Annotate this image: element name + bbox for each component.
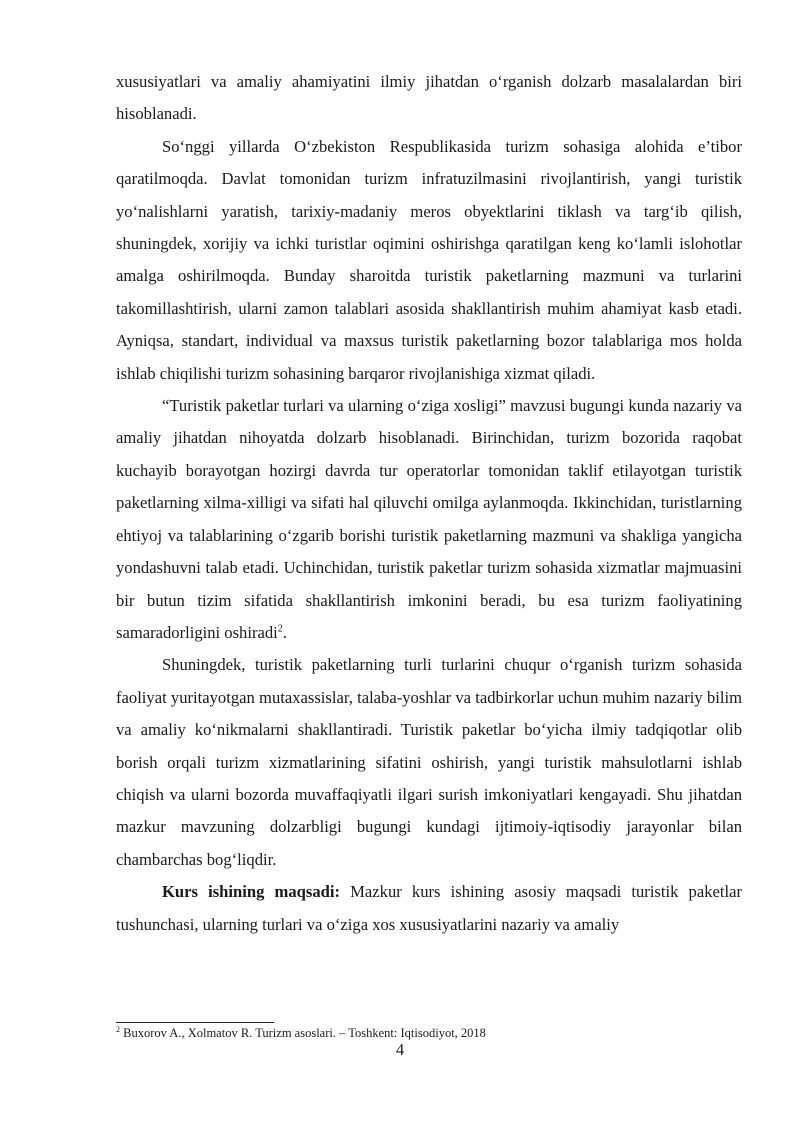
paragraph-tail: . bbox=[282, 622, 287, 642]
paragraph-topic-relevance bbox=[116, 390, 742, 649]
footnote bbox=[116, 1025, 742, 1041]
paragraph-continuation bbox=[116, 66, 742, 131]
document-body bbox=[116, 66, 742, 941]
paragraph-text: Shuningdek, turistik paketlarning turli turlarini chuqur o‘rganish turizm sohasida faoliyat yuritayotgan mutaxassislar, talaba-yoshlar va tadbirkorlar uchun muhim nazariy bilim va amaliy ko‘nikmalarni shakllantiradi. Turistik paketlar bo‘yicha ilmiy tadqiqotlar olib borish orqali turizm xizmatlarining sifatini oshirish, yangi turistik mahsulotlarni ishlab chiqish va ularni bozorda muvaffaqiyatli ilgari surish imkoniyatlari kengayadi. Shu jihatdan mazkur mavzuning dolzarbligi bugungi kundagi ijtimoiy-iqtisodiy jarayonlar bilan chambarchas bog‘liqdir. bbox=[116, 655, 742, 869]
footnote-text: Buxorov A., Xolmatov R. Turizm asoslari. – Toshkent: Iqtisodiyot, 2018 bbox=[120, 1026, 486, 1040]
page-number: 4 bbox=[395, 1040, 405, 1059]
paragraph-course-goal bbox=[116, 876, 742, 941]
paragraph-text: xususiyatlari va amaliy ahamiyatini ilmiy jihatdan o‘rganish dolzarb masalalardan biri hisoblanadi. bbox=[116, 72, 742, 124]
paragraph-text: “Turistik paketlar turlari va ularning o‘ziga xosligi” mavzusi bugungi kunda nazariy va amaliy jihatdan nihoyatda dolzarb hisoblanadi. Birinchidan, turizm bozorida raqobat kuchayib borayotgan hozirgi davrda tur operatorlar tomonidan taklif etilayotgan turistik paketlarning xilma-xilligi va sifati hal qiluvchi omilga aylanmoqda. Ikkinchidan, turistlarning ehtiyoj va talablarining o‘zgarib borishi turistik paketlarning mazmuni va shakliga yangicha yondashuvni talab etadi. Uchinchidan, turistik paketlar turizm sohasida xizmatlar majmuasini bir butun tizim sifatida shakllantirish imkonini beradi, bu esa turizm faoliyatining samaradorligini oshiradi bbox=[116, 396, 742, 642]
footnote-marker: 2 bbox=[116, 1024, 120, 1034]
footnote-reference[interactable]: 2 bbox=[277, 623, 283, 635]
paragraph-heading-bold: Kurs ishining maqsadi: bbox=[162, 882, 341, 902]
paragraph-text: Mazkur kurs ishining asosiy maqsadi turistik paketlar tushunchasi, ularning turlari va o‘ziga xos xususiyatlarini nazariy va amaliy bbox=[116, 882, 742, 934]
paragraph-tourism-reforms bbox=[116, 131, 742, 390]
paragraph-study-importance bbox=[116, 649, 742, 876]
paragraph-text: So‘nggi yillarda O‘zbekiston Respublikasida turizm sohasiga alohida e’tibor qaratilmoqda. Davlat tomonidan turizm infratuzilmasini rivojlantirish, yangi turistik yo‘nalishlarni yaratish, tarixiy-madaniy meros obyektlarini tiklash va targ‘ib qilish, shuningdek, xorijiy va ichki turistlar oqimini oshirishga qaratilgan keng ko‘lamli islohotlar amalga oshirilmoqda. Bunday sharoitda turistik paketlarning mazmuni va turlarini takomillashtirish, ularni zamon talablari asosida shakllantirish muhim ahamiyat kasb etadi. Ayniqsa, standart, individual va maxsus turistik paketlarning bozor talablariga mos holda ishlab chiqilishi turizm sohasining barqaror rivojlanishiga xizmat qiladi. bbox=[116, 136, 742, 383]
footnote-separator bbox=[116, 1022, 274, 1023]
